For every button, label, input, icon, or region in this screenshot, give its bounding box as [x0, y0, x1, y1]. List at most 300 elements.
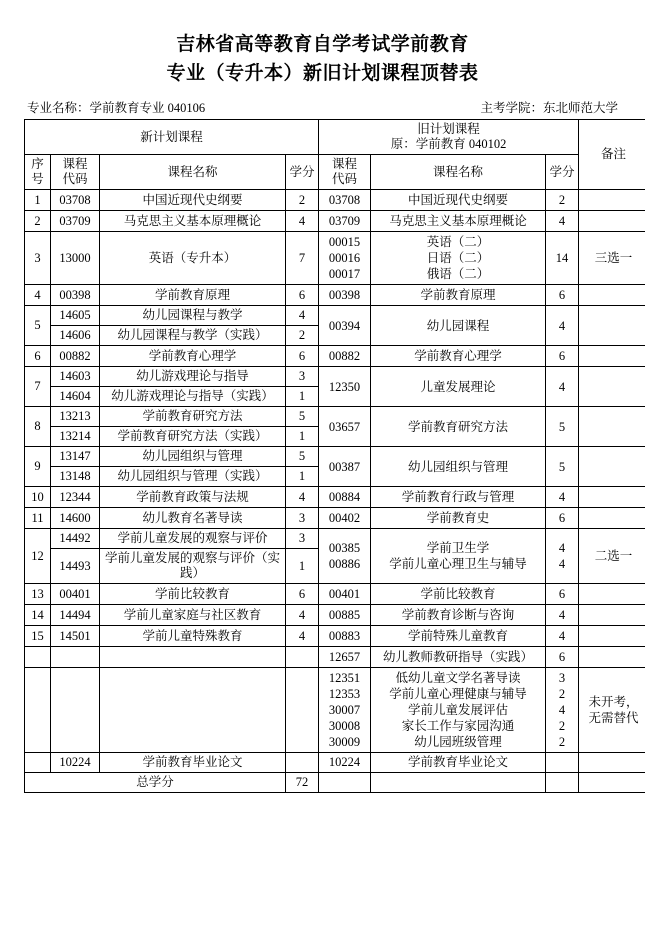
cell-new-code: 13148	[51, 467, 100, 487]
cell-old-code-line-2: 00886	[328, 557, 361, 571]
cell-new-credit: 6	[286, 285, 319, 306]
cell-old-credit-lines	[547, 192, 577, 208]
cell-new-credit: 3	[286, 508, 319, 529]
group-header-old-plan	[319, 120, 579, 155]
cell-old-credit-line-1: 6	[558, 349, 566, 363]
cell-new-code: 10224	[51, 753, 100, 773]
cell-old-code-lines	[320, 489, 369, 505]
cell-old-credit-line-1: 3	[558, 671, 566, 685]
cell-old-code	[319, 508, 371, 529]
cell-new-name: 学前教育研究方法	[100, 407, 286, 427]
cell-old-code-lines	[320, 649, 369, 665]
table-row	[25, 232, 645, 285]
cell-remark	[579, 190, 645, 211]
cell-old-code-line-1: 12351	[328, 671, 361, 685]
cell-remark-line-1: 未开考，	[588, 695, 639, 709]
cell-new-credit: 1	[286, 467, 319, 487]
cell-old-name-line-1: 低幼儿童文学名著导读	[395, 671, 521, 685]
cell-old-name-line-3: 俄语（二）	[426, 267, 490, 281]
cell-old-name-lines	[372, 510, 544, 526]
cell-new-credit: 1	[286, 427, 319, 447]
column-header-new-name: 课程名称	[100, 155, 286, 190]
cell-remark	[579, 668, 645, 753]
cell-remark-line-2: 无需替代	[588, 711, 639, 725]
cell-seq: 5	[25, 306, 51, 346]
cell-old-code-line-1: 03709	[328, 214, 361, 228]
cell-old-name-lines	[372, 348, 544, 364]
cell-old-name-lines	[372, 607, 544, 623]
cell-new-credit: 4	[286, 306, 319, 326]
table-row	[25, 584, 645, 605]
cell-old-code-lines	[320, 213, 369, 229]
cell-old-code-lines	[320, 540, 369, 572]
cell-old-name-lines	[372, 649, 544, 665]
cell-old-credit-line-1: 2	[558, 193, 566, 207]
cell-old-code	[319, 647, 371, 668]
table-row-total	[25, 773, 645, 793]
cell-new-code	[51, 668, 100, 753]
cell-old-name	[371, 306, 546, 346]
cell-old-credit	[546, 407, 579, 447]
cell-new-name: 幼儿游戏理论与指导（实践）	[100, 387, 286, 407]
cell-new-name: 学前儿童发展的观察与评价（实践）	[100, 549, 286, 584]
cell-old-credit-line-1: 4	[558, 608, 566, 622]
cell-new-code: 14493	[51, 549, 100, 584]
cell-old-code-lines	[320, 628, 369, 644]
cell-old-code-line-1: 00885	[328, 608, 361, 622]
cell-old-credit-line-1: 6	[558, 587, 566, 601]
page-title-line-1: 吉林省高等教育自学考试学前教育	[176, 34, 469, 55]
cell-new-name: 学前教育原理	[100, 285, 286, 306]
cell-old-code-line-3: 00017	[328, 267, 361, 281]
cell-remark	[579, 306, 645, 346]
table-row	[25, 447, 645, 467]
cell-old-name	[371, 647, 546, 668]
cell-old-credit	[546, 190, 579, 211]
cell-seq: 13	[25, 584, 51, 605]
cell-old-code-lines	[320, 459, 369, 475]
cell-seq: 12	[25, 529, 51, 584]
cell-old-name-lines	[372, 379, 544, 395]
cell-old-code-lines	[320, 586, 369, 602]
table-row	[25, 306, 645, 326]
cell-new-code: 13000	[51, 232, 100, 285]
cell-remark: 二选一	[579, 529, 645, 584]
cell-old-name-lines	[372, 192, 544, 208]
cell-old-credit-lines	[547, 348, 577, 364]
cell-new-code: 14501	[51, 626, 100, 647]
cell-new-name: 幼儿园组织与管理	[100, 447, 286, 467]
cell-old-credit-line-1: 4	[558, 541, 566, 555]
cell-old-code-line-1: 12657	[328, 650, 361, 664]
cell-old-credit	[546, 605, 579, 626]
cell-old-credit-line-2: 4	[558, 557, 566, 571]
cell-old-credit-lines	[547, 419, 577, 435]
cell-new-credit: 7	[286, 232, 319, 285]
cell-old-name-line-1: 学前教育行政与管理	[401, 490, 515, 504]
cell-new-name	[100, 668, 286, 753]
cell-old-credit-lines	[547, 510, 577, 526]
cell-new-credit: 5	[286, 407, 319, 427]
cell-old-code-line-1: 00402	[328, 511, 361, 525]
cell-remark	[579, 647, 645, 668]
cell-new-credit: 4	[286, 626, 319, 647]
cell-seq	[25, 668, 51, 753]
cell-new-credit: 3	[286, 367, 319, 387]
cell-old-credit	[546, 346, 579, 367]
cell-new-credit	[286, 753, 319, 773]
table-row-extra-unreplaced-group	[25, 668, 645, 753]
cell-old-code: 10224	[319, 753, 371, 773]
column-header-remark: 备注	[579, 120, 645, 190]
cell-new-name: 学前比较教育	[100, 584, 286, 605]
cell-remark	[579, 211, 645, 232]
cell-old-code-lines	[320, 318, 369, 334]
cell-new-code: 14604	[51, 387, 100, 407]
cell-old-code-lines	[320, 670, 369, 750]
cell-new-name: 英语（专升本）	[100, 232, 286, 285]
cell-old-code	[319, 584, 371, 605]
cell-old-credit-line-1: 14	[555, 251, 569, 265]
cell-old-credit-line-4: 2	[558, 719, 566, 733]
cell-old-credit-lines	[547, 607, 577, 623]
cell-old-code-line-3: 30007	[328, 703, 361, 717]
cell-new-code: 00882	[51, 346, 100, 367]
cell-total-value: 72	[286, 773, 319, 793]
cell-new-code: 12344	[51, 487, 100, 508]
cell-new-name: 幼儿园课程与教学（实践）	[100, 326, 286, 346]
cell-seq: 11	[25, 508, 51, 529]
cell-new-name: 幼儿园课程与教学	[100, 306, 286, 326]
column-header-old-code-line-2: 代码	[332, 172, 358, 186]
cell-old-credit	[546, 668, 579, 753]
cell-new-code: 14606	[51, 326, 100, 346]
cell-old-name	[371, 211, 546, 232]
cell-new-credit: 1	[286, 549, 319, 584]
cell-old-name-line-1: 学前教育史	[426, 511, 490, 525]
cell-old-code-line-1: 00385	[328, 541, 361, 555]
cell-new-name: 学前儿童发展的观察与评价	[100, 529, 286, 549]
cell-old-code-line-1: 00394	[328, 318, 361, 333]
cell-old-name	[371, 232, 546, 285]
cell-new-credit: 4	[286, 211, 319, 232]
cell-remark	[579, 605, 645, 626]
cell-old-name-line-3: 学前儿童发展评估	[408, 703, 509, 717]
cell-old-credit-lines	[547, 287, 577, 303]
cell-remark	[579, 508, 645, 529]
table-header	[25, 120, 645, 190]
cell-old-credit-line-5: 2	[558, 735, 566, 749]
cell-new-credit: 4	[286, 487, 319, 508]
cell-old-name	[371, 605, 546, 626]
cell-old-code-line-1: 00882	[328, 349, 361, 363]
cell-old-name-line-2: 学前儿童心理健康与辅导	[389, 687, 527, 701]
cell-new-name	[100, 647, 286, 668]
cell-remark	[579, 753, 645, 773]
cell-old-name-lines	[372, 459, 544, 475]
cell-seq: 10	[25, 487, 51, 508]
cell-remark	[579, 626, 645, 647]
cell-old-code	[319, 407, 371, 447]
cell-new-name: 学前教育心理学	[100, 346, 286, 367]
cell-new-credit: 6	[286, 346, 319, 367]
cell-old-code	[319, 487, 371, 508]
cell-new-code	[51, 647, 100, 668]
cell-old-credit-line-1: 4	[558, 629, 566, 643]
cell-new-name: 学前儿童家庭与社区教育	[100, 605, 286, 626]
cell-old-code-line-1: 00387	[328, 459, 361, 474]
table-row	[25, 285, 645, 306]
cell-new-credit	[286, 647, 319, 668]
cell-seq: 2	[25, 211, 51, 232]
cell-new-credit: 4	[286, 605, 319, 626]
cell-old-name-lines	[372, 234, 544, 282]
cell-new-name: 幼儿园组织与管理（实践）	[100, 467, 286, 487]
cell-old-credit-lines	[547, 489, 577, 505]
cell-remark-lines	[580, 694, 645, 726]
cell-remark	[579, 346, 645, 367]
cell-new-code: 00398	[51, 285, 100, 306]
cell-old-credit-line-1: 6	[558, 511, 566, 525]
cell-old-credit-lines	[547, 459, 577, 475]
cell-old-name	[371, 190, 546, 211]
table-row	[25, 626, 645, 647]
cell-old-name-line-1: 幼儿园课程	[426, 318, 490, 333]
cell-total-label: 总学分	[25, 773, 286, 793]
cell-new-code: 14492	[51, 529, 100, 549]
cell-new-code: 14494	[51, 605, 100, 626]
cell-seq: 14	[25, 605, 51, 626]
page-title-line-2: 专业（专升本）新旧计划课程顶替表	[166, 63, 479, 84]
cell-old-credit-line-1: 4	[558, 214, 566, 228]
cell-old-credit-line-1: 4	[558, 318, 566, 333]
cell-new-code: 13213	[51, 407, 100, 427]
cell-old-name	[371, 584, 546, 605]
cell-old-name	[371, 447, 546, 487]
cell-new-name: 学前教育研究方法（实践）	[100, 427, 286, 447]
table-column-header-row	[25, 155, 645, 190]
cell-old-name	[371, 773, 546, 793]
cell-old-code-line-5: 30009	[328, 735, 361, 749]
cell-new-name: 学前教育政策与法规	[100, 487, 286, 508]
cell-new-name: 幼儿教育名著导读	[100, 508, 286, 529]
cell-old-code	[319, 626, 371, 647]
column-header-seq	[25, 155, 51, 190]
cell-new-code: 14600	[51, 508, 100, 529]
cell-old-name	[371, 367, 546, 407]
cell-seq	[25, 647, 51, 668]
table-row	[25, 190, 645, 211]
cell-old-code-line-1: 00401	[328, 587, 361, 601]
cell-seq: 9	[25, 447, 51, 487]
cell-old-name-lines	[372, 489, 544, 505]
cell-old-name-line-1: 幼儿教师教研指导（实践）	[383, 650, 534, 664]
column-header-seq-line-1: 序	[31, 157, 44, 171]
cell-old-name-line-1: 英语（二）	[426, 235, 490, 249]
cell-old-code	[319, 367, 371, 407]
cell-old-code	[319, 306, 371, 346]
cell-old-name-line-1: 学前教育研究方法	[408, 419, 509, 434]
cell-old-name-line-1: 中国近现代史纲要	[408, 193, 509, 207]
cell-new-name: 中国近现代史纲要	[100, 190, 286, 211]
cell-seq: 1	[25, 190, 51, 211]
column-header-old-code	[319, 155, 371, 190]
cell-old-code	[319, 346, 371, 367]
cell-old-name-lines	[372, 287, 544, 303]
cell-old-credit	[546, 306, 579, 346]
cell-old-credit-lines	[547, 628, 577, 644]
major-name-label: 专业名称：学前教育专业 040106	[27, 101, 206, 115]
cell-old-credit	[546, 508, 579, 529]
cell-old-name: 学前教育毕业论文	[371, 753, 546, 773]
cell-new-name: 学前儿童特殊教育	[100, 626, 286, 647]
cell-old-credit	[546, 367, 579, 407]
cell-old-code	[319, 447, 371, 487]
cell-old-name-lines	[372, 628, 544, 644]
column-header-new-code-line-2: 代码	[62, 172, 88, 186]
column-header-new-code-line-1: 课程	[62, 157, 88, 171]
column-header-old-name: 课程名称	[371, 155, 546, 190]
cell-remark	[579, 584, 645, 605]
cell-old-name	[371, 668, 546, 753]
cell-old-credit-lines	[547, 213, 577, 229]
cell-old-name	[371, 285, 546, 306]
cell-old-code	[319, 285, 371, 306]
column-header-seq-line-2: 号	[31, 172, 44, 186]
table-row	[25, 367, 645, 387]
cell-old-credit-lines	[547, 540, 577, 572]
cell-old-code-lines	[320, 348, 369, 364]
cell-old-name-line-1: 学前教育诊断与咨询	[401, 608, 515, 622]
cell-new-code: 14603	[51, 367, 100, 387]
cell-seq: 4	[25, 285, 51, 306]
cell-old-code-line-1: 00015	[328, 235, 361, 249]
cell-old-credit-lines	[547, 670, 577, 750]
cell-old-name	[371, 529, 546, 584]
cell-old-credit-line-1: 5	[558, 419, 566, 434]
cell-old-credit-lines	[547, 250, 577, 266]
group-header-old-plan-line-1: 旧计划课程	[417, 122, 480, 136]
cell-old-code-line-1: 00398	[328, 288, 361, 302]
table-row	[25, 407, 645, 427]
cell-old-code	[319, 668, 371, 753]
cell-new-credit: 6	[286, 584, 319, 605]
cell-old-credit-line-1: 6	[558, 650, 566, 664]
cell-old-name-line-1: 幼儿园组织与管理	[408, 459, 509, 474]
cell-old-name-line-1: 学前教育心理学	[414, 349, 502, 363]
cell-old-name-line-1: 学前教育原理	[420, 288, 496, 302]
cell-old-credit-line-1: 4	[558, 490, 566, 504]
cell-old-name-lines	[372, 670, 544, 750]
cell-old-credit-lines	[547, 379, 577, 395]
cell-remark	[579, 447, 645, 487]
cell-old-code-line-1: 00883	[328, 629, 361, 643]
column-header-new-code	[51, 155, 100, 190]
cell-old-code	[319, 529, 371, 584]
cell-old-code	[319, 232, 371, 285]
cell-new-credit: 3	[286, 529, 319, 549]
cell-new-code: 00401	[51, 584, 100, 605]
cell-old-credit-lines	[547, 318, 577, 334]
cell-old-name-line-1: 学前卫生学	[426, 541, 490, 555]
cell-remark	[579, 367, 645, 407]
table-row	[25, 529, 645, 549]
cell-old-name	[371, 626, 546, 647]
cell-old-code-line-2: 00016	[328, 251, 361, 265]
cell-remark	[579, 407, 645, 447]
cell-old-credit-line-1: 5	[558, 459, 566, 474]
table-row	[25, 508, 645, 529]
cell-old-code	[319, 605, 371, 626]
cell-old-name-line-1: 马克思主义基本原理概论	[389, 214, 527, 228]
cell-new-credit: 2	[286, 326, 319, 346]
cell-old-credit	[546, 487, 579, 508]
cell-old-credit	[546, 773, 579, 793]
cell-old-code	[319, 190, 371, 211]
cell-seq: 6	[25, 346, 51, 367]
cell-old-credit-lines	[547, 649, 577, 665]
cell-old-credit	[546, 584, 579, 605]
cell-old-credit	[546, 211, 579, 232]
cell-old-code	[319, 211, 371, 232]
cell-old-name-line-1: 学前特殊儿童教育	[408, 629, 509, 643]
cell-old-name-line-4: 家长工作与家园沟通	[401, 719, 515, 733]
cell-old-code-line-2: 12353	[328, 687, 361, 701]
cell-old-name-line-2: 学前儿童心理卫生与辅导	[389, 557, 527, 571]
cell-old-code	[319, 773, 371, 793]
table-row	[25, 605, 645, 626]
cell-old-name	[371, 407, 546, 447]
cell-old-name-lines	[372, 586, 544, 602]
document-title-block	[24, 0, 621, 88]
cell-new-credit	[286, 668, 319, 753]
group-header-old-plan-line-2: 原：学前教育 040102	[390, 137, 507, 151]
table-row-extra-unreplaced-single	[25, 647, 645, 668]
column-header-new-credit: 学分	[286, 155, 319, 190]
cell-old-credit-line-3: 4	[558, 703, 566, 717]
cell-old-code-line-1: 03708	[328, 193, 361, 207]
cell-old-code-lines	[320, 510, 369, 526]
cell-old-credit	[546, 285, 579, 306]
cell-new-code: 03708	[51, 190, 100, 211]
cell-old-code-line-1: 03657	[328, 419, 361, 434]
cell-old-credit	[546, 753, 579, 773]
cell-old-name-lines	[372, 213, 544, 229]
cell-new-code: 13147	[51, 447, 100, 467]
cell-old-name	[371, 346, 546, 367]
cell-old-credit-lines	[547, 586, 577, 602]
cell-old-name-lines	[372, 419, 544, 435]
cell-old-code-lines	[320, 419, 369, 435]
cell-old-credit	[546, 529, 579, 584]
cell-old-credit	[546, 232, 579, 285]
cell-old-credit	[546, 626, 579, 647]
cell-old-code-lines	[320, 287, 369, 303]
cell-old-credit	[546, 647, 579, 668]
cell-old-credit-line-1: 4	[558, 379, 566, 394]
cell-old-code-line-1: 00884	[328, 490, 361, 504]
cell-old-name-line-1: 学前比较教育	[420, 587, 496, 601]
cell-old-name	[371, 508, 546, 529]
cell-new-code: 03709	[51, 211, 100, 232]
cell-new-credit: 1	[286, 387, 319, 407]
course-substitution-table	[24, 119, 645, 793]
cell-seq	[25, 753, 51, 773]
cell-new-credit: 2	[286, 190, 319, 211]
cell-old-code-lines	[320, 379, 369, 395]
table-group-header-row	[25, 120, 645, 155]
cell-new-name: 马克思主义基本原理概论	[100, 211, 286, 232]
